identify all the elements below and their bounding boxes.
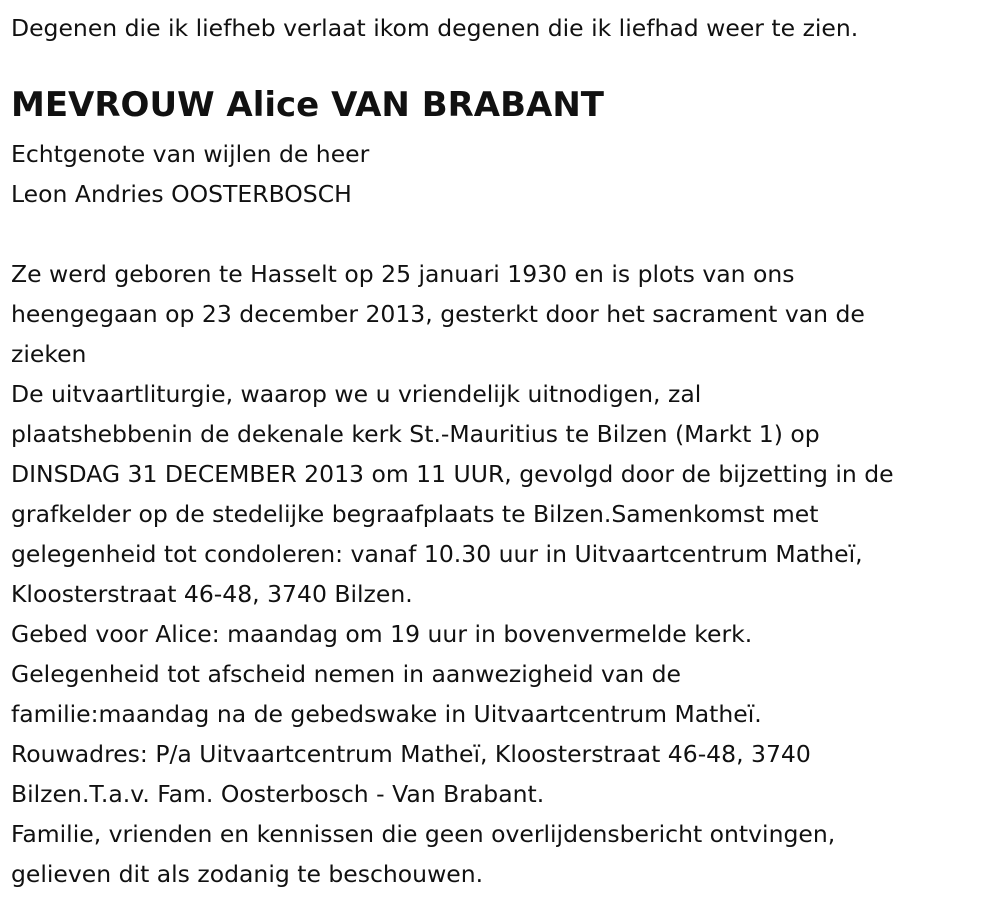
- body-line: Gelegenheid tot afscheid nemen in aanwezigheid van de: [11, 660, 682, 688]
- body-line: gelieven dit als zodanig te beschouwen.: [11, 860, 484, 888]
- body-line: DINSDAG 31 DECEMBER 2013 om 11 UUR, gevolgd door de bijzetting in de: [11, 460, 894, 488]
- body-line: De uitvaartliturgie, waarop we u vriendelijk uitnodigen, zal: [11, 380, 702, 408]
- obituary-body: [11, 254, 991, 894]
- body-line: grafkelder op de stedelijke begraafplaats te Bilzen.Samenkomst met: [11, 500, 819, 528]
- spouse-info: [11, 134, 369, 214]
- body-line: Bilzen.T.a.v. Fam. Oosterbosch - Van Brabant.: [11, 780, 545, 808]
- body-line: familie:maandag na de gebedswake in Uitvaartcentrum Matheï.: [11, 700, 762, 728]
- body-line: Kloosterstraat 46-48, 3740 Bilzen.: [11, 580, 413, 608]
- intro-quote: Degenen die ik liefheb verlaat ikom degenen die ik liefhad weer te zien.: [11, 14, 859, 42]
- body-line: Ze werd geboren te Hasselt op 25 januari 1930 en is plots van ons: [11, 260, 795, 288]
- body-line: Gebed voor Alice: maandag om 19 uur in bovenvermelde kerk.: [11, 620, 753, 648]
- body-line: Rouwadres: P/a Uitvaartcentrum Matheï, Kloosterstraat 46-48, 3740: [11, 740, 811, 768]
- deceased-name-heading: MEVROUW Alice VAN BRABANT: [11, 85, 604, 125]
- spouse-name-line: Leon Andries OOSTERBOSCH: [11, 180, 352, 208]
- body-line: plaatshebbenin de dekenale kerk St.-Mauritius te Bilzen (Markt 1) op: [11, 420, 820, 448]
- body-line: gelegenheid tot condoleren: vanaf 10.30 uur in Uitvaartcentrum Matheï,: [11, 540, 863, 568]
- spouse-line: Echtgenote van wijlen de heer: [11, 140, 370, 168]
- body-line: zieken: [11, 340, 87, 368]
- body-line: heengegaan op 23 december 2013, gesterkt door het sacrament van de: [11, 300, 865, 328]
- body-line: Familie, vrienden en kennissen die geen overlijdensbericht ontvingen,: [11, 820, 836, 848]
